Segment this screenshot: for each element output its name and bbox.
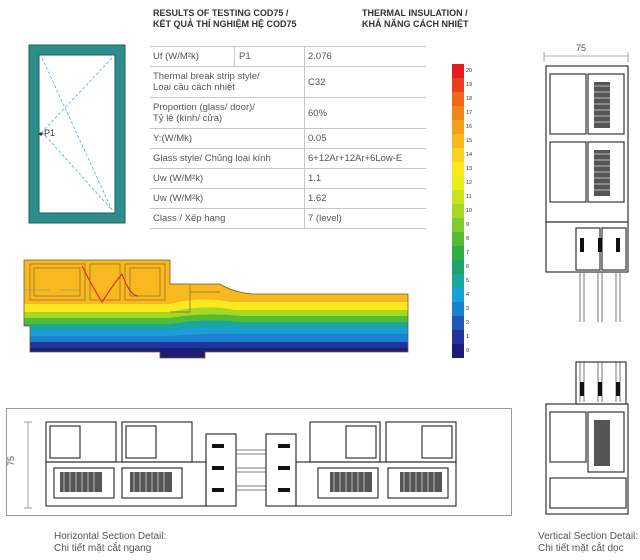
uf-label: Uf (W/M²k) xyxy=(153,51,199,62)
scale-label: 1 xyxy=(466,334,470,340)
scale-segment xyxy=(452,176,464,190)
scale-segment xyxy=(452,218,464,232)
scale-segment xyxy=(452,302,464,316)
y-label: Y:(W/Mk) xyxy=(150,129,305,149)
scale-label: 12 xyxy=(466,180,473,186)
scale-segment xyxy=(452,344,464,358)
scale-label: 13 xyxy=(466,166,473,172)
window-elevation xyxy=(26,42,130,228)
scale-segment xyxy=(452,120,464,134)
thermal-header xyxy=(362,8,469,30)
point-p1-label: P1 xyxy=(44,128,56,138)
scale-label: 18 xyxy=(466,96,473,102)
scale-label: 15 xyxy=(466,138,473,144)
scale-segment xyxy=(452,204,464,218)
horizontal-caption-vi: Chi tiết mặt cắt ngang xyxy=(54,543,152,554)
thermal-simulation xyxy=(20,256,412,360)
scale-segment xyxy=(452,190,464,204)
table-row xyxy=(150,189,426,209)
scale-segment xyxy=(452,64,464,78)
scale-label: 8 xyxy=(466,236,470,242)
temperature-scale-bar xyxy=(452,64,464,358)
scale-segment xyxy=(452,148,464,162)
glass-style-label: Glass style/ Chủng loại kính xyxy=(150,149,305,169)
horizontal-caption-en: Horizontal Section Detail: xyxy=(54,531,167,542)
thermal-break-label-vi: Loại cầu cách nhiệt xyxy=(153,82,235,93)
proportion-value: 60% xyxy=(305,98,427,129)
scale-label: 9 xyxy=(466,222,470,228)
scale-label: 16 xyxy=(466,124,473,130)
horizontal-caption xyxy=(54,531,166,555)
top-width-dimension: 75 xyxy=(576,43,587,53)
thermal-break-value: C32 xyxy=(305,67,427,98)
scale-segment xyxy=(452,232,464,246)
proportion-label: Proportion (glass/ door)/ xyxy=(153,102,255,113)
class-label: Class / Xếp hạng xyxy=(150,209,305,229)
table-row xyxy=(150,67,426,98)
uw-value-2: 1.62 xyxy=(305,189,427,209)
table-row xyxy=(150,149,426,169)
scale-segment xyxy=(452,106,464,120)
scale-segment xyxy=(452,134,464,148)
point-p1-marker xyxy=(39,132,42,135)
uf-value: 2.076 xyxy=(305,47,427,67)
scale-label: 14 xyxy=(466,152,473,158)
results-header xyxy=(153,8,297,30)
results-header-line2: KẾT QUẢ THÍ NGHIỆM HỆ COD75 xyxy=(153,19,297,29)
vertical-caption xyxy=(538,531,638,555)
scale-segment xyxy=(452,316,464,330)
scale-label: 19 xyxy=(466,82,473,88)
horizontal-section-detail xyxy=(22,414,506,514)
scale-label: 5 xyxy=(466,278,470,284)
scale-segment xyxy=(452,274,464,288)
scale-segment xyxy=(452,92,464,106)
scale-segment xyxy=(452,162,464,176)
thermal-break-label: Thermal break strip style/ xyxy=(153,71,260,82)
scale-segment xyxy=(452,260,464,274)
scale-label: 10 xyxy=(466,208,473,214)
results-table xyxy=(150,46,426,229)
table-row xyxy=(150,169,426,189)
proportion-label-vi: Tỷ lệ (kính/ cửa) xyxy=(153,113,223,124)
scale-label: 3 xyxy=(466,306,470,312)
scale-label: 2 xyxy=(466,320,470,326)
vertical-caption-vi: Chi tiết mặt cắt dọc xyxy=(538,543,624,554)
table-row xyxy=(150,47,426,67)
results-header-line1: RESULTS OF TESTING COD75 / xyxy=(153,8,289,18)
uw-label-2: Uw (W/M²k) xyxy=(150,189,305,209)
uf-sub: P1 xyxy=(234,47,304,66)
scale-segment xyxy=(452,78,464,92)
scale-label: 20 xyxy=(466,68,473,74)
scale-label: 17 xyxy=(466,110,473,116)
scale-label: 0 xyxy=(466,348,470,354)
uw-label-1: Uw (W/M²k) xyxy=(150,169,305,189)
table-row xyxy=(150,209,426,229)
vertical-section-detail xyxy=(536,42,636,520)
vertical-caption-en: Vertical Section Detail: xyxy=(538,531,639,542)
glass-style-value: 6+12Ar+12Ar+6Low-E xyxy=(305,149,427,169)
left-height-dimension: 75 xyxy=(6,455,17,467)
table-row xyxy=(150,129,426,149)
scale-segment xyxy=(452,246,464,260)
scale-label: 11 xyxy=(466,194,472,200)
scale-label: 4 xyxy=(466,292,470,298)
scale-label: 7 xyxy=(466,250,470,256)
class-value: 7 (level) xyxy=(305,209,427,229)
table-row xyxy=(150,98,426,129)
y-value: 0.05 xyxy=(305,129,427,149)
scale-label: 6 xyxy=(466,264,470,270)
scale-segment xyxy=(452,288,464,302)
scale-segment xyxy=(452,330,464,344)
thermal-header-line1: THERMAL INSULATION / xyxy=(362,8,468,18)
uw-value-1: 1.1 xyxy=(305,169,427,189)
thermal-header-line2: KHẢ NĂNG CÁCH NHIỆT xyxy=(362,19,469,29)
